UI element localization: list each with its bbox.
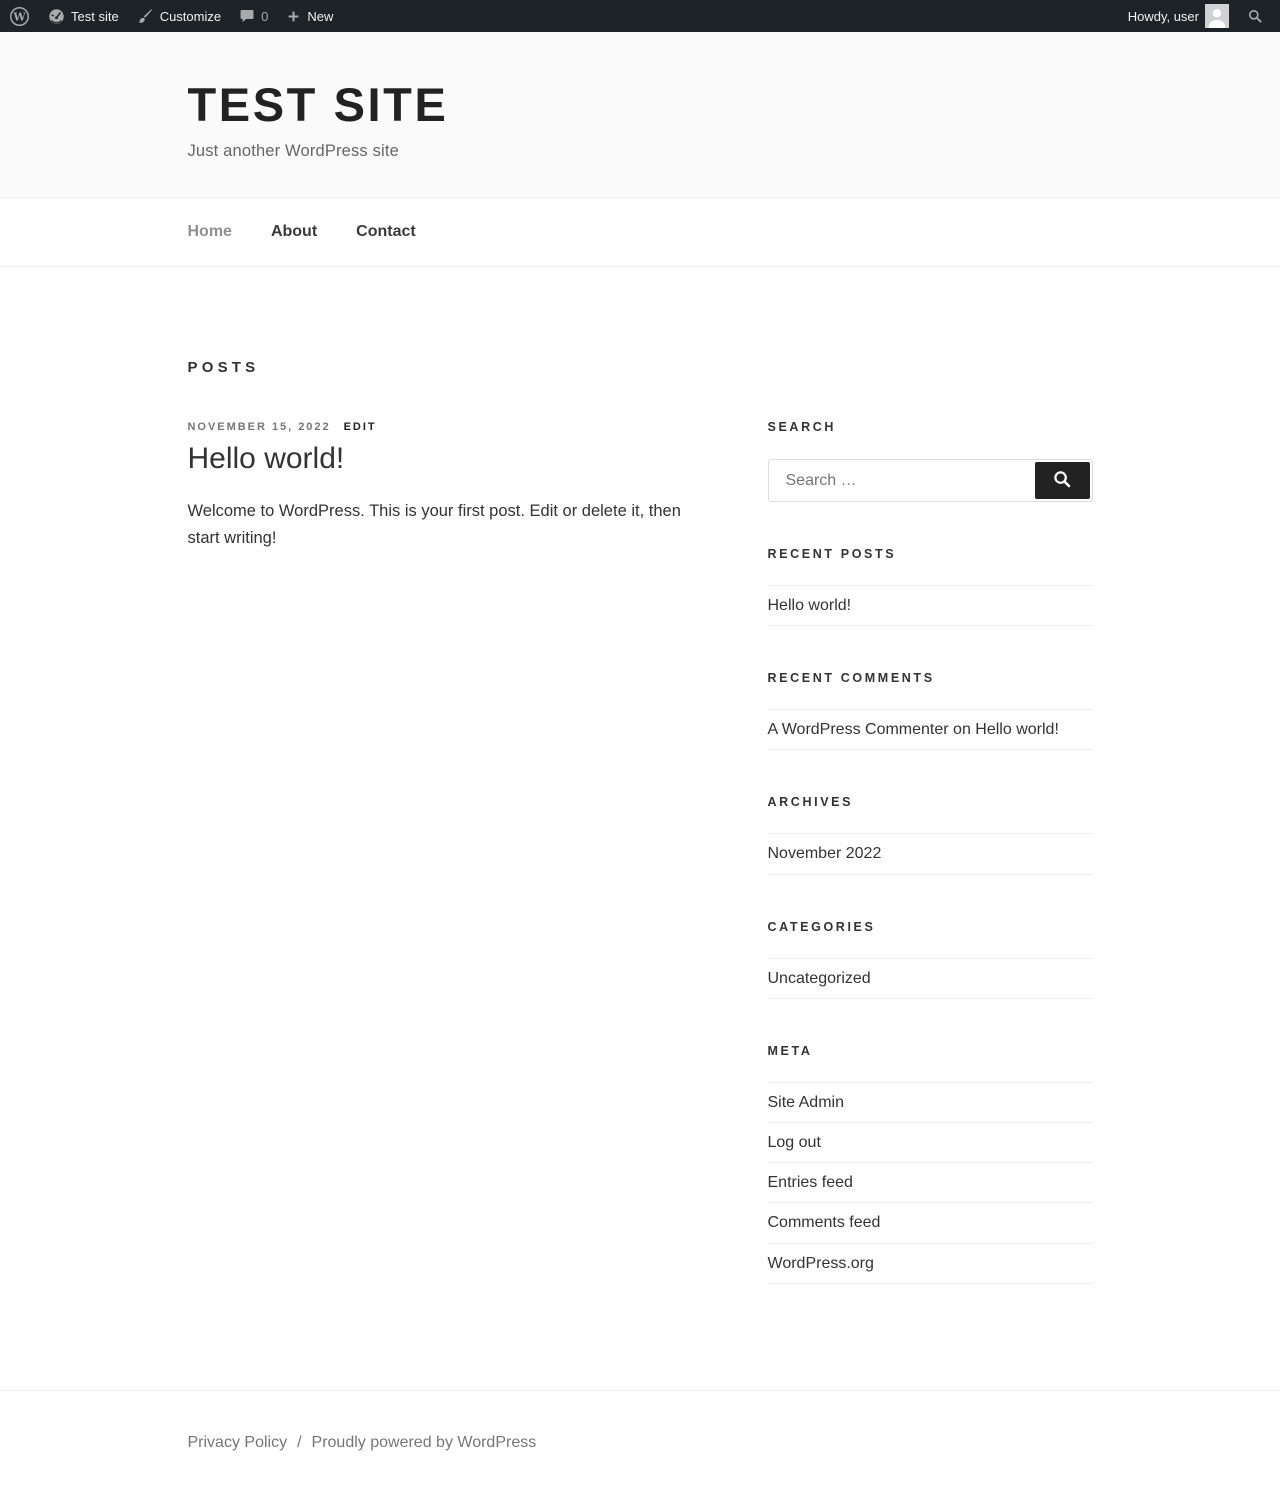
comment-post-link[interactable]: Hello world! [975, 721, 1059, 739]
list-item [768, 1123, 1093, 1163]
recent-post-link[interactable]: Hello world! [767, 597, 852, 615]
site-footer [0, 1390, 1280, 1490]
admin-bar-customize[interactable] [128, 0, 230, 32]
comment-bubble-icon [239, 8, 255, 24]
meta-link-site-admin[interactable]: Site Admin [767, 1093, 844, 1111]
admin-bar-my-account[interactable] [1119, 0, 1238, 32]
categories-widget [768, 921, 1093, 999]
site-tagline: Just another WordPress site [187, 142, 399, 161]
meta-link-wordpress-org[interactable]: WordPress.org [767, 1254, 874, 1272]
list-item [768, 834, 1093, 874]
search-form [768, 459, 1093, 502]
entry-meta [188, 421, 693, 434]
recent-posts-widget [768, 548, 1093, 626]
list-item [768, 1163, 1093, 1203]
list-item [768, 1083, 1093, 1123]
archives-title: ARCHIVES [767, 795, 854, 810]
post-article [188, 421, 693, 552]
admin-bar-customize-label: Customize [159, 8, 222, 24]
wp-admin-bar [0, 0, 1280, 32]
howdy-label: Howdy, user [1127, 8, 1199, 24]
post-edit-link[interactable]: EDIT [343, 421, 377, 434]
admin-bar-site-name-label: Test site [71, 8, 119, 24]
nav-item-about[interactable]: About [270, 223, 318, 241]
admin-bar-site-name[interactable] [39, 0, 128, 32]
paintbrush-icon [137, 8, 154, 25]
page-title: POSTS [187, 359, 260, 377]
primary-navigation [0, 197, 1280, 267]
meta-link-log-out[interactable]: Log out [767, 1133, 821, 1151]
dashboard-gauge-icon [48, 8, 65, 25]
search-submit-icon [1052, 469, 1072, 492]
powered-by-link[interactable]: Proudly powered by WordPress [311, 1433, 537, 1451]
posts-column [188, 421, 693, 1330]
site-title[interactable]: TEST SITE [187, 78, 449, 131]
admin-bar-left [0, 0, 342, 32]
post-title [188, 440, 693, 478]
recent-comments-widget [768, 672, 1093, 750]
plus-icon [286, 9, 301, 24]
admin-bar-search[interactable] [1238, 0, 1272, 32]
search-submit-button[interactable] [1035, 462, 1090, 499]
site-header [0, 32, 1280, 197]
admin-bar-comments[interactable] [230, 0, 277, 32]
comment-author-link[interactable]: A WordPress Commenter [767, 721, 949, 739]
wordpress-logo-menu[interactable] [0, 0, 39, 32]
recent-comments-title: RECENT COMMENTS [767, 671, 935, 686]
post-date-link[interactable]: NOVEMBER 15, 2022 [187, 421, 331, 434]
nav-item-contact[interactable]: Contact [356, 223, 416, 241]
privacy-policy-link[interactable]: Privacy Policy [187, 1433, 288, 1451]
main-content [188, 267, 1093, 1330]
comment-connector: on [953, 721, 971, 739]
list-item [768, 710, 1093, 750]
admin-bar-new[interactable] [277, 0, 342, 32]
sidebar [768, 421, 1093, 1330]
list-item [768, 586, 1093, 626]
archive-link[interactable]: November 2022 [767, 845, 882, 863]
svg-text:W: W [13, 9, 26, 23]
categories-title: CATEGORIES [767, 919, 876, 934]
list-item [768, 1203, 1093, 1243]
search-widget [768, 421, 1093, 502]
list-item [768, 1244, 1093, 1284]
wordpress-logo-icon [9, 6, 30, 27]
archives-widget [768, 796, 1093, 874]
meta-link-comments-feed[interactable]: Comments feed [767, 1214, 881, 1232]
meta-link-entries-feed[interactable]: Entries feed [767, 1174, 853, 1192]
user-avatar [1205, 4, 1229, 28]
recent-posts-title: RECENT POSTS [767, 547, 897, 562]
category-link[interactable]: Uncategorized [767, 969, 871, 987]
admin-bar-new-label: New [307, 8, 334, 24]
footer-separator: / [297, 1433, 302, 1451]
search-widget-title: SEARCH [767, 420, 837, 435]
post-title-link[interactable]: Hello world! [187, 442, 345, 476]
admin-bar-comment-count: 0 [261, 8, 269, 24]
meta-widget [768, 1045, 1093, 1284]
meta-title: META [767, 1043, 813, 1058]
admin-bar-right [1119, 0, 1272, 32]
nav-item-home[interactable]: Home [187, 223, 232, 241]
list-item [768, 959, 1093, 999]
search-icon [1247, 8, 1263, 24]
post-body: Welcome to WordPress. This is your first post. Edit or delete it, then start writing! [187, 501, 681, 547]
